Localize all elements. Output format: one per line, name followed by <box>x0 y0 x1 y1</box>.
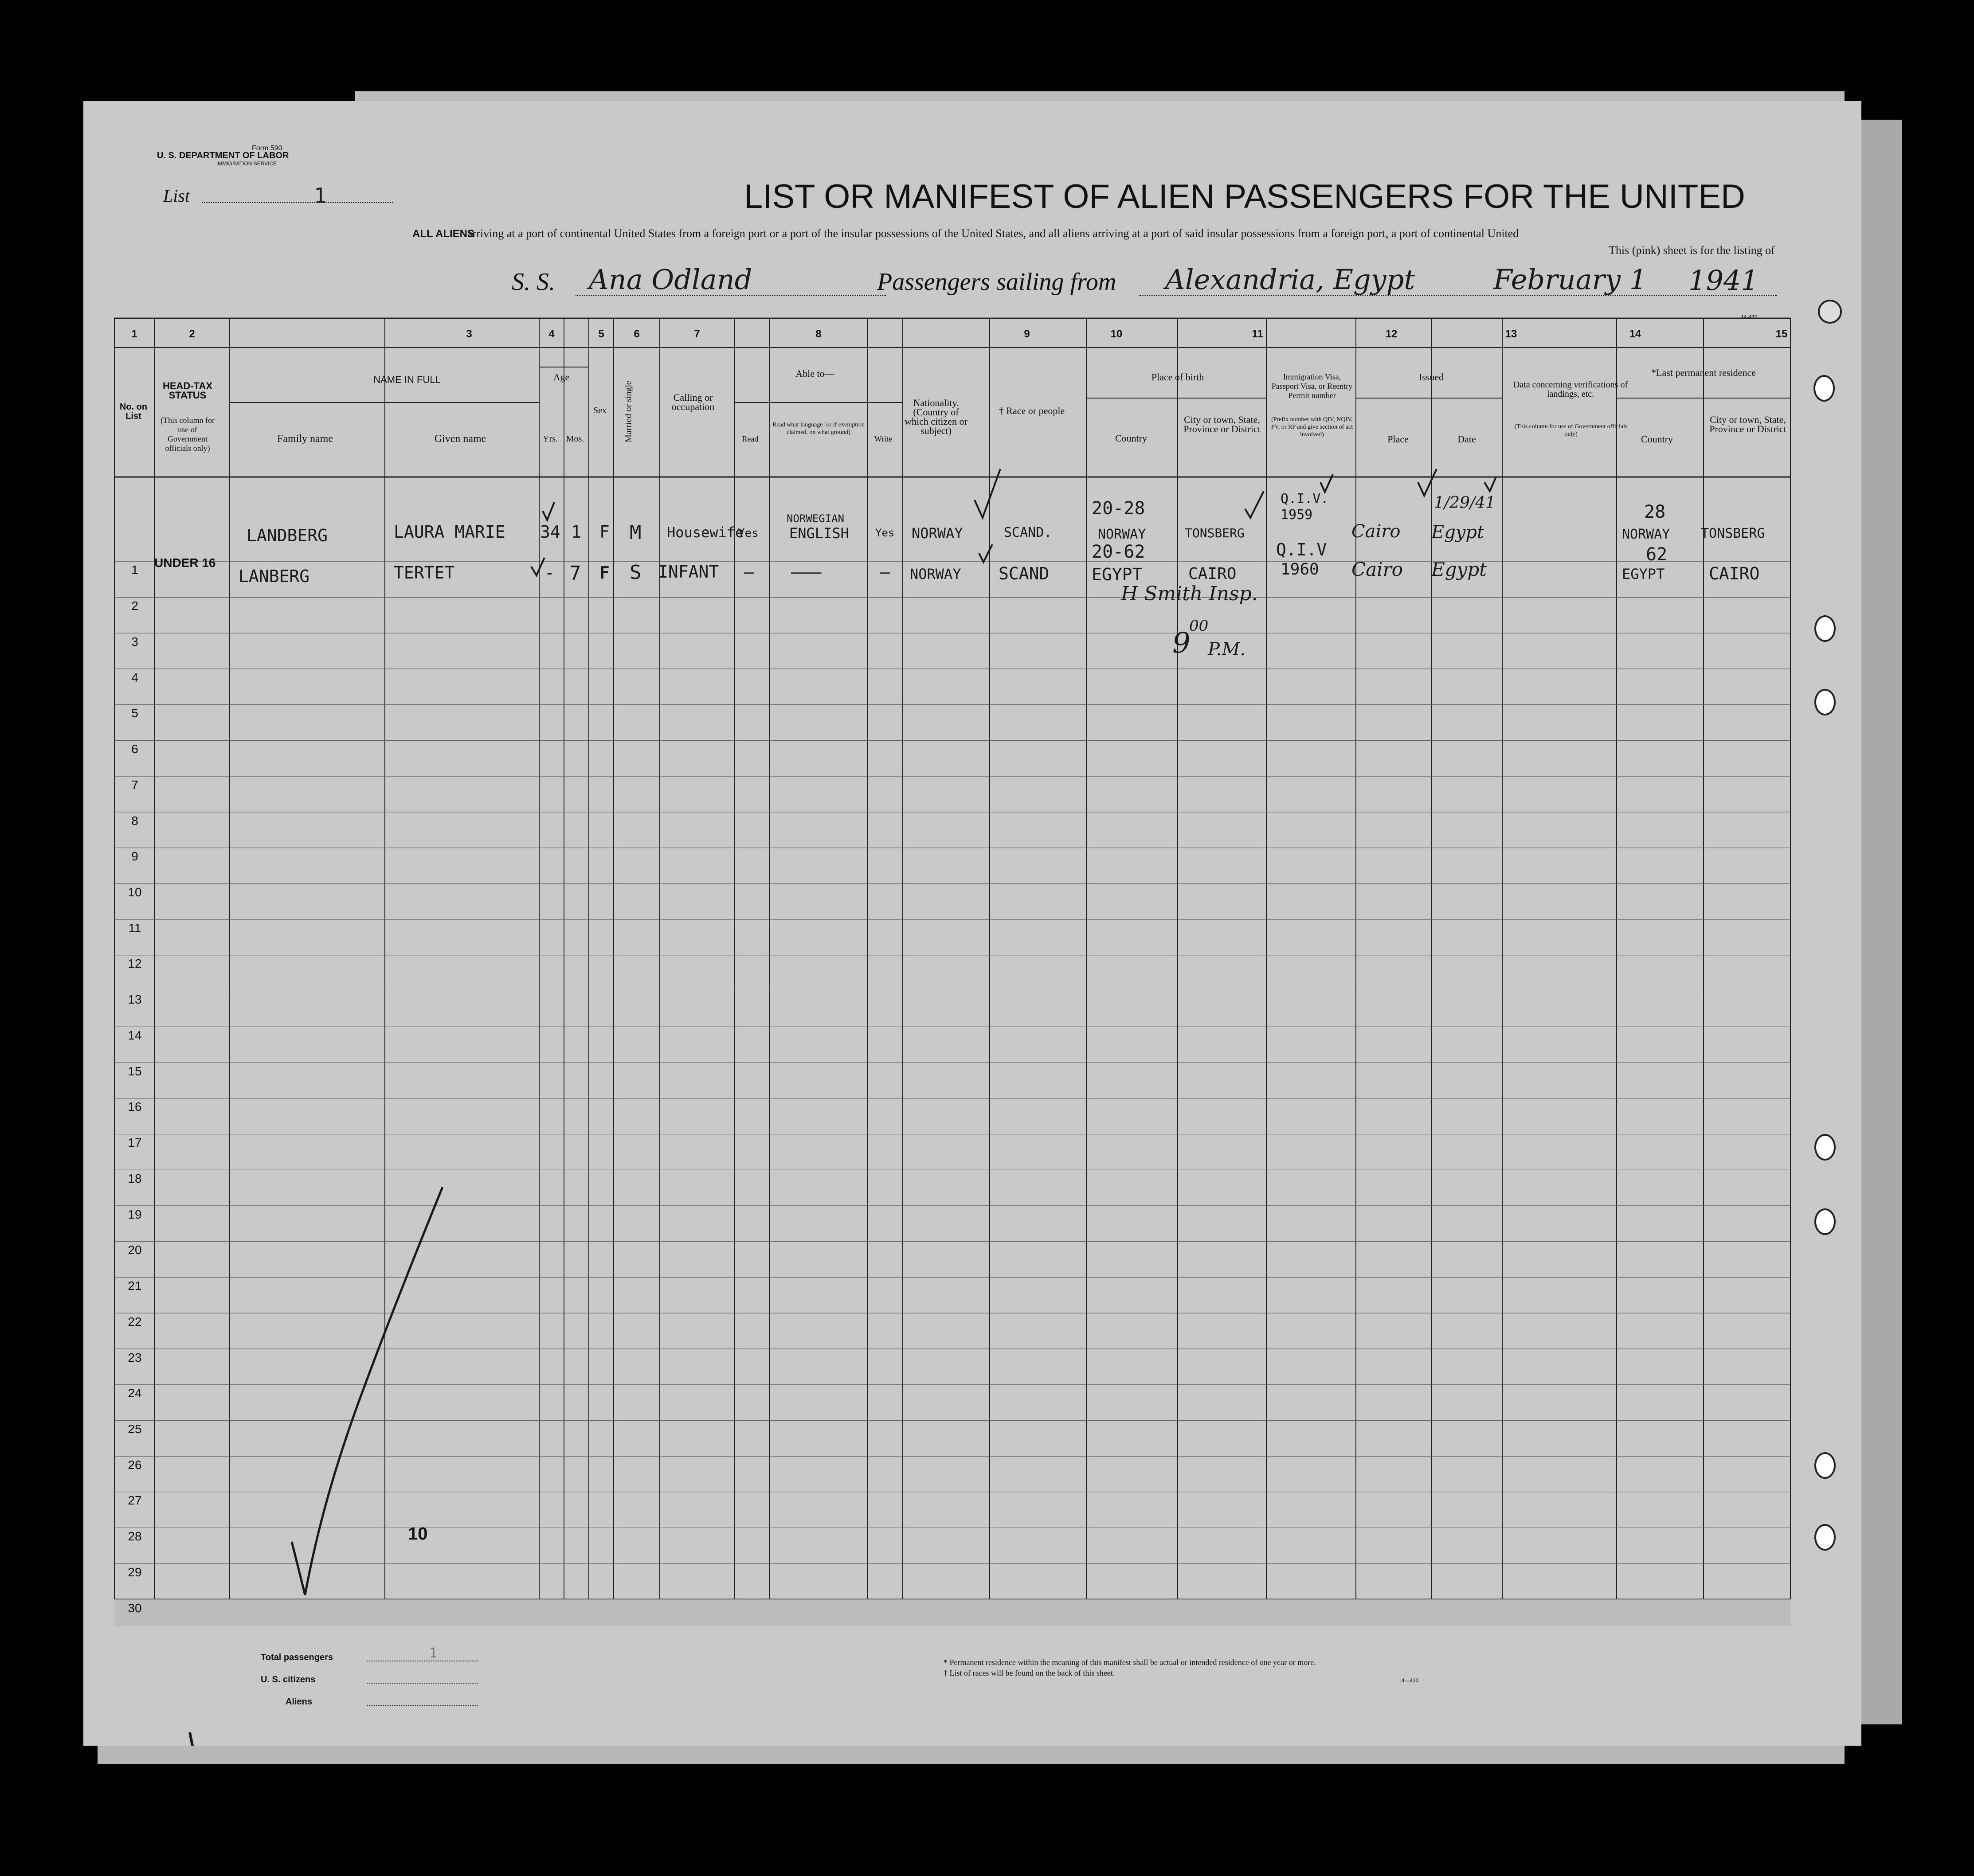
entry1-language-top: NORWEGIAN <box>787 512 845 525</box>
row-number: 7 <box>131 778 138 792</box>
entry2-res-country: EGYPT <box>1622 566 1665 582</box>
col11-country: Country <box>1115 433 1148 444</box>
footnote-races: † List of races will be found on the back of this sheet. <box>944 1669 1115 1677</box>
entry1-status: M <box>630 521 642 544</box>
entry2-yrs: - <box>544 563 555 582</box>
stamp-number: 10 <box>408 1524 428 1544</box>
row-number: 6 <box>131 742 138 756</box>
ss-label: S. S. <box>512 268 555 296</box>
row-number: 2 <box>131 599 138 613</box>
column-number: 4 <box>548 328 555 340</box>
column-number: 5 <box>598 328 604 340</box>
column-number: 12 <box>1385 328 1398 340</box>
binder-hole <box>1814 1134 1836 1161</box>
entry1-language: ENGLISH <box>789 525 849 542</box>
entry2-language: ——— <box>791 562 822 582</box>
column-number: 10 <box>1110 328 1123 340</box>
row-number: 19 <box>128 1207 142 1221</box>
col2-header: HEAD-TAX STATUS <box>162 380 213 401</box>
col9-header: Nationality. (Country of which citizen or subject) <box>905 397 967 436</box>
aliens-dots <box>367 1705 478 1706</box>
col14-header: Data concerning verifications of landings, etc. <box>1513 380 1628 399</box>
col4-header: Age <box>553 371 570 383</box>
list-label: List <box>163 186 190 206</box>
entry1-issued-date: 1/29/41 <box>1434 494 1496 512</box>
col8-header: Able to— <box>795 368 834 379</box>
col11-city: City or town, State, Province or District <box>1183 414 1261 434</box>
row-number: 24 <box>128 1386 142 1400</box>
row-number: 12 <box>128 957 142 971</box>
entry2-issued-place: Cairo <box>1351 559 1403 580</box>
row-number: 25 <box>128 1422 142 1436</box>
binder-hole <box>1814 1208 1836 1235</box>
entry1-res-code: 28 <box>1644 502 1666 522</box>
row-number: 17 <box>128 1136 142 1150</box>
service: IMMIGRATION SERVICE <box>216 160 277 167</box>
row-number: 14 <box>128 1028 142 1042</box>
row-number: 22 <box>128 1314 142 1329</box>
col12-header: Immigration Visa, Passport Visa, or Reentry Permit number <box>1271 372 1353 400</box>
row-number: 16 <box>128 1100 142 1114</box>
row-number: 26 <box>128 1458 142 1472</box>
row-number: 28 <box>128 1529 142 1544</box>
entry1-birth-code: 20-28 <box>1092 498 1145 519</box>
column-number: 13 <box>1505 328 1517 340</box>
column-number: 11 <box>1252 328 1263 340</box>
inspector-signature: H Smith Insp. <box>1121 582 1258 605</box>
col3-given: Given name <box>434 433 486 445</box>
col14-note: (This column for use of Government officials only) <box>1514 423 1628 438</box>
binder-hole <box>1813 375 1835 402</box>
time-ampm: P.M. <box>1208 639 1246 660</box>
entry1-read: Yes <box>738 527 759 540</box>
col7-header: Calling or occupation <box>671 392 715 412</box>
entry1-visa: Q.I.V. <box>1281 491 1329 507</box>
column-number: 9 <box>1024 328 1030 340</box>
row-number: 11 <box>128 921 141 935</box>
time-superscript: 00 <box>1189 617 1209 635</box>
column-number: 1 <box>131 328 137 340</box>
col1-header: No. on List <box>119 402 148 421</box>
entry2-family: LANBERG <box>239 567 310 586</box>
col10-header: † Race or people <box>999 405 1065 416</box>
binder-ring <box>1818 300 1842 324</box>
entry2-given: TERTET <box>394 563 455 582</box>
col15-header: *Last permanent residence <box>1651 367 1756 378</box>
row-number: 8 <box>131 813 138 828</box>
sailing-date: February 1 <box>1493 263 1647 296</box>
col8-write: Write <box>874 434 893 443</box>
entry1-family: LANDBERG <box>247 526 328 545</box>
binder-hole <box>1814 1524 1836 1551</box>
column-number: 15 <box>1775 328 1788 340</box>
column-number: 8 <box>815 328 822 340</box>
entry2-mos: 7 <box>569 562 581 585</box>
col15-city: City or town, State, Province or District <box>1709 414 1786 434</box>
row-number: 29 <box>128 1565 142 1579</box>
entry1-occupation: Housewife <box>667 524 744 541</box>
ship-name: Ana Odland <box>589 263 752 296</box>
entry1-mos: 1 <box>571 522 581 542</box>
row-number: 4 <box>131 670 138 684</box>
entry1-sex: F <box>599 522 610 542</box>
entry2-res-code: 62 <box>1646 544 1668 565</box>
col2-note: (This column for use of Government officials only) <box>161 416 215 453</box>
row-number: 10 <box>128 885 142 899</box>
form-number: Form 590 <box>252 145 282 152</box>
time-number: 9 <box>1172 627 1191 660</box>
subtitle-pink: This (pink) sheet is for the listing of <box>1609 244 1775 257</box>
us-citizens-label: U. S. citizens <box>261 1675 316 1684</box>
row-number: 20 <box>128 1243 142 1257</box>
column-number: 2 <box>189 328 195 340</box>
row-number: 30 <box>128 1601 142 1615</box>
entry2-birth-country: EGYPT <box>1092 565 1143 584</box>
row-number: 5 <box>131 706 138 720</box>
entry1-visa-no: 1959 <box>1281 507 1313 523</box>
entry2-nationality: NORWAY <box>910 566 961 582</box>
entry2-race: SCAND <box>999 564 1050 583</box>
entry1-given: LAURA MARIE <box>394 522 505 542</box>
entry1-race: SCAND. <box>1004 525 1052 540</box>
column-number: 3 <box>466 328 472 340</box>
entry1-issued-date2: Egypt <box>1431 522 1484 543</box>
col11-header: Place of birth <box>1151 371 1204 383</box>
entry2-visa: Q.I.V <box>1276 540 1327 559</box>
manifest-title: LIST OR MANIFEST OF ALIEN PASSENGERS FOR THE UNITED <box>744 178 1745 215</box>
sailing-label: Passengers sailing from <box>877 268 1116 296</box>
entry2-issued-date: Egypt <box>1431 559 1487 580</box>
col13-header: Issued <box>1418 371 1444 383</box>
entry2-read: — <box>744 562 754 582</box>
row-number: 13 <box>128 993 142 1007</box>
sailing-year: 1941 <box>1688 264 1759 297</box>
entry1-yrs: 34 <box>540 522 560 542</box>
binder-hole <box>1814 689 1836 715</box>
entry1-issued-place: Cairo <box>1351 521 1401 542</box>
col6-header: Married or single <box>623 381 634 442</box>
column-number: 6 <box>634 328 640 340</box>
entry2-birth-city: CAIRO <box>1188 565 1237 583</box>
subtitle: arriving at a port of continental United States from a foreign port or a port of the insular possessions of the United States, and all aliens arriving at a port of said insular possessions from a foreign port, a port of continental United <box>467 227 1519 240</box>
check-marks <box>83 101 1861 1746</box>
row-number: 1 <box>131 563 138 577</box>
entry1-res-city: TONSBERG <box>1701 526 1765 541</box>
entry1-nationality: NORWAY <box>912 525 963 542</box>
col15-country: Country <box>1641 434 1673 445</box>
total-value: 1 <box>429 1645 438 1661</box>
entry2-headtax: UNDER 16 <box>154 556 216 570</box>
col12-note: (Prefix number with QIV, NQIV, PV, or RP and give section of act involved) <box>1271 416 1353 438</box>
col3-family: Family name <box>277 433 333 445</box>
manifest-page <box>83 101 1861 1746</box>
row-number: 15 <box>128 1064 142 1078</box>
col4-yrs: Yrs. <box>543 434 558 444</box>
binder-hole <box>1814 1452 1836 1479</box>
row-number: 23 <box>128 1350 142 1364</box>
entry2-sex: F <box>599 563 610 582</box>
entry2-write: — <box>880 562 890 582</box>
footer-code: 14—430 <box>1398 1677 1419 1684</box>
col4-mos: Mos. <box>566 434 584 444</box>
col8-read: Read <box>742 434 759 443</box>
subtitle-lead: ALL ALIENS <box>412 228 475 240</box>
entry2-occupation: INFANT <box>658 562 719 582</box>
row-number: 18 <box>128 1171 142 1185</box>
entry1-birth-country: NORWAY <box>1098 527 1146 542</box>
us-citizens-dots <box>367 1683 478 1684</box>
entry2-visa-no: 1960 <box>1281 560 1319 578</box>
row-number: 21 <box>128 1279 142 1293</box>
entry1-write: Yes <box>875 527 895 539</box>
entry1-res-country: NORWAY <box>1622 527 1670 542</box>
column-number: 7 <box>694 328 700 340</box>
col13-date: Date <box>1457 434 1476 445</box>
col8-language: Read what language [or if exemption claimed, on what ground] <box>772 422 865 436</box>
col13-place: Place <box>1387 434 1409 445</box>
binder-hole <box>1814 615 1836 642</box>
row-number: 9 <box>131 849 138 864</box>
col5-header: Sex <box>593 406 607 415</box>
entry2-status: S <box>630 561 642 584</box>
aliens-label: Aliens <box>286 1697 313 1707</box>
column-number: 14 <box>1629 328 1641 340</box>
port-name: Alexandria, Egypt <box>1165 263 1415 296</box>
list-value: 1 <box>314 184 326 207</box>
total-label: Total passengers <box>261 1653 333 1662</box>
corner-code: 14-430 <box>1741 314 1758 320</box>
entry1-birth-city: TONSBERG <box>1185 526 1245 540</box>
footnote-residence: * Permanent residence within the meaning of this manifest shall be actual or intended residence of one year or more. <box>944 1658 1316 1667</box>
row-number: 27 <box>128 1493 142 1508</box>
row-number: 3 <box>131 634 138 649</box>
entry2-birth-code: 20-62 <box>1092 542 1145 562</box>
col3-header: NAME IN FULL <box>373 374 441 385</box>
entry2-res-city: CAIRO <box>1709 564 1760 583</box>
department: U. S. DEPARTMENT OF LABOR <box>157 151 289 160</box>
